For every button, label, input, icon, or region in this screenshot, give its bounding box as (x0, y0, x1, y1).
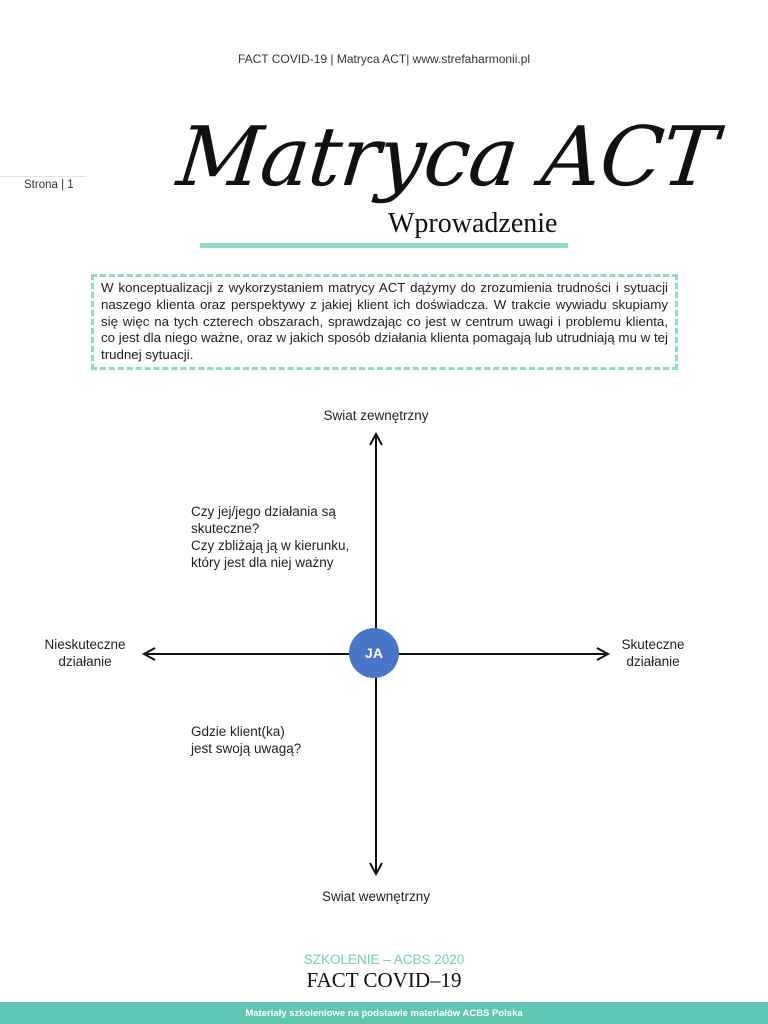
axis-label-bottom: Swiat wewnętrzny (321, 889, 431, 904)
footer-title: FACT COVID–19 (306, 968, 462, 992)
page-subtitle: Wprowadzenie (388, 208, 558, 239)
question-lower-quadrant: Gdzie klient(ka) jest swoją uwagą? (191, 724, 302, 756)
question-upper-quadrant: Czy jej/jego działania są skuteczne? Czy zbliżają ją w kierunku, który jest dla niej ważny (191, 504, 350, 570)
footer-bar: Materiały szkoleniowe na podstawie materiałów ACBS Polska (0, 1002, 768, 1024)
footer-kicker: SZKOLENIE – ACBS 2020 (303, 952, 465, 967)
page-label: Strona (24, 179, 58, 191)
page-separator: | (61, 179, 65, 191)
axis-label-left: Nieskuteczne działanie (44, 637, 126, 669)
axis-label-right: Skuteczne działanie (621, 637, 685, 669)
axis-label-top: Swiat zewnętrzny (323, 408, 429, 423)
intro-paragraph: W konceptualizacji z wykorzystaniem matrycy ACT dążymy do zrozumienia trudności i sytuacji naszego klienta oraz perspektywy z jakiej klient ich doświadcza. W trakcie wywiadu skupiamy się więc na tych czterech obszarach, sprawdzając co jest w centrum uwagi i problemu klienta, co jest dla niego ważne, oraz w jakich sposób działania klienta pomagają lub utrudniają mu w tej trudnej sytuacji. (91, 274, 678, 370)
page-number-value: 1 (67, 179, 74, 191)
running-header: FACT COVID-19 | Matryca ACT| www.strefaharmonii.pl (237, 52, 531, 66)
center-self-badge: JA (349, 628, 399, 678)
page-title: Matryca ACT (173, 110, 721, 205)
